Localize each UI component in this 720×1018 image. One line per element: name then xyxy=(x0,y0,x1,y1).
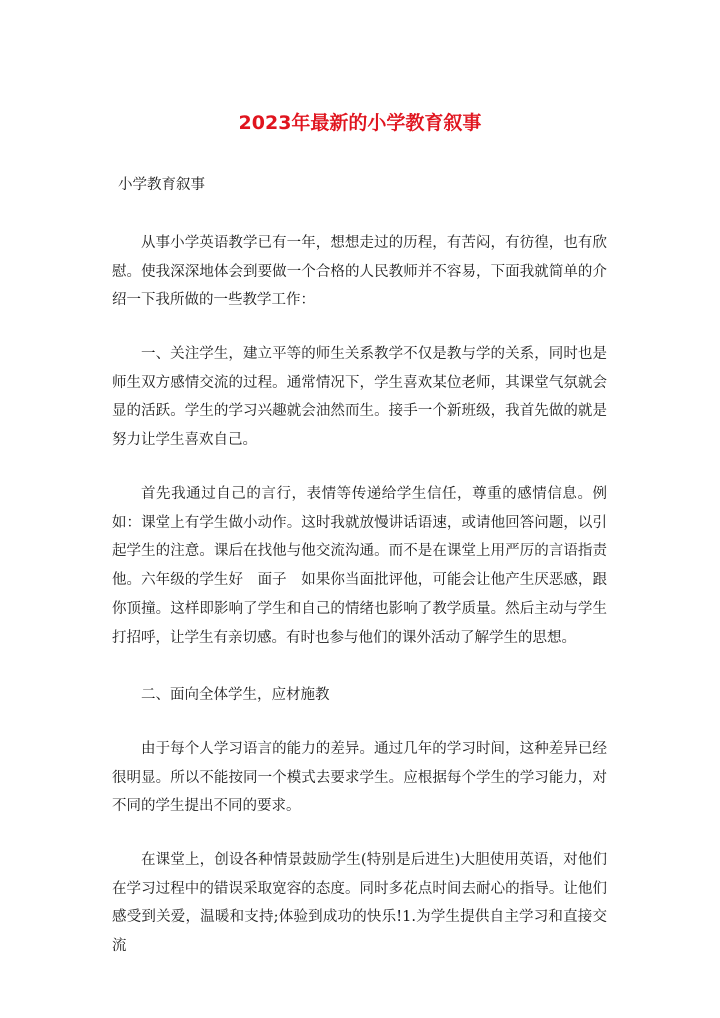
paragraph-classroom: 在课堂上，创设各种情景鼓励学生(特别是后进生)大胆使用英语，对他们在学习过程中的错误采取宽容的态度。同时多花点时间去耐心的指导。让他们感受到关爱，温暖和支持;体验到成功的快乐!1.为学生提供自主学习和直接交流 xyxy=(112,852,607,955)
paragraph-section-one: 一、关注学生，建立平等的师生关系教学不仅是教与学的关系，同时也是师生双方感情交流的过程。通常情况下，学生喜欢某位老师，其课堂气氛就会显的活跃。学生的学习兴趣就会油然而生。接手一个新班级，我首先做的就是努力让学生喜欢自己。 xyxy=(112,346,607,449)
document-title: 2023年最新的小学教育叙事 xyxy=(238,112,482,134)
paragraph-example: 首先我通过自己的言行，表情等传递给学生信任，尊重的感情信息。例如：课堂上有学生做小动作。这时我就放慢讲话语速，或请他回答问题，以引起学生的注意。课后在找他与他交流沟通。而不是在课堂上用严厉的言语指责他。六年级的学生好 面子 如果你当面批评他，可能会让他产生厌恶感，跟你顶撞。这样即影响了学生和自己的情绪也影响了教学质量。然后主动与学生打招呼，让学生有亲切感。有时也参与他们的课外活动了解学生的思想。 xyxy=(112,486,607,646)
paragraph-intro: 从事小学英语教学已有一年，想想走过的历程，有苦闷，有彷徨，也有欣慰。使我深深地体会到要做一个合格的人民教师并不容易，下面我就简单的介绍一下我所做的一些教学工作： xyxy=(112,235,607,309)
section-two-heading: 二、面向全体学生，应材施教 xyxy=(141,687,330,703)
document-subtitle: 小学教育叙事 xyxy=(118,177,205,193)
paragraph-differences: 由于每个人学习语言的能力的差异。通过几年的学习时间，这种差异已经很明显。所以不能按同一个模式去要求学生。应根据每个学生的学习能力，对不同的学生提出不同的要求。 xyxy=(112,741,607,815)
